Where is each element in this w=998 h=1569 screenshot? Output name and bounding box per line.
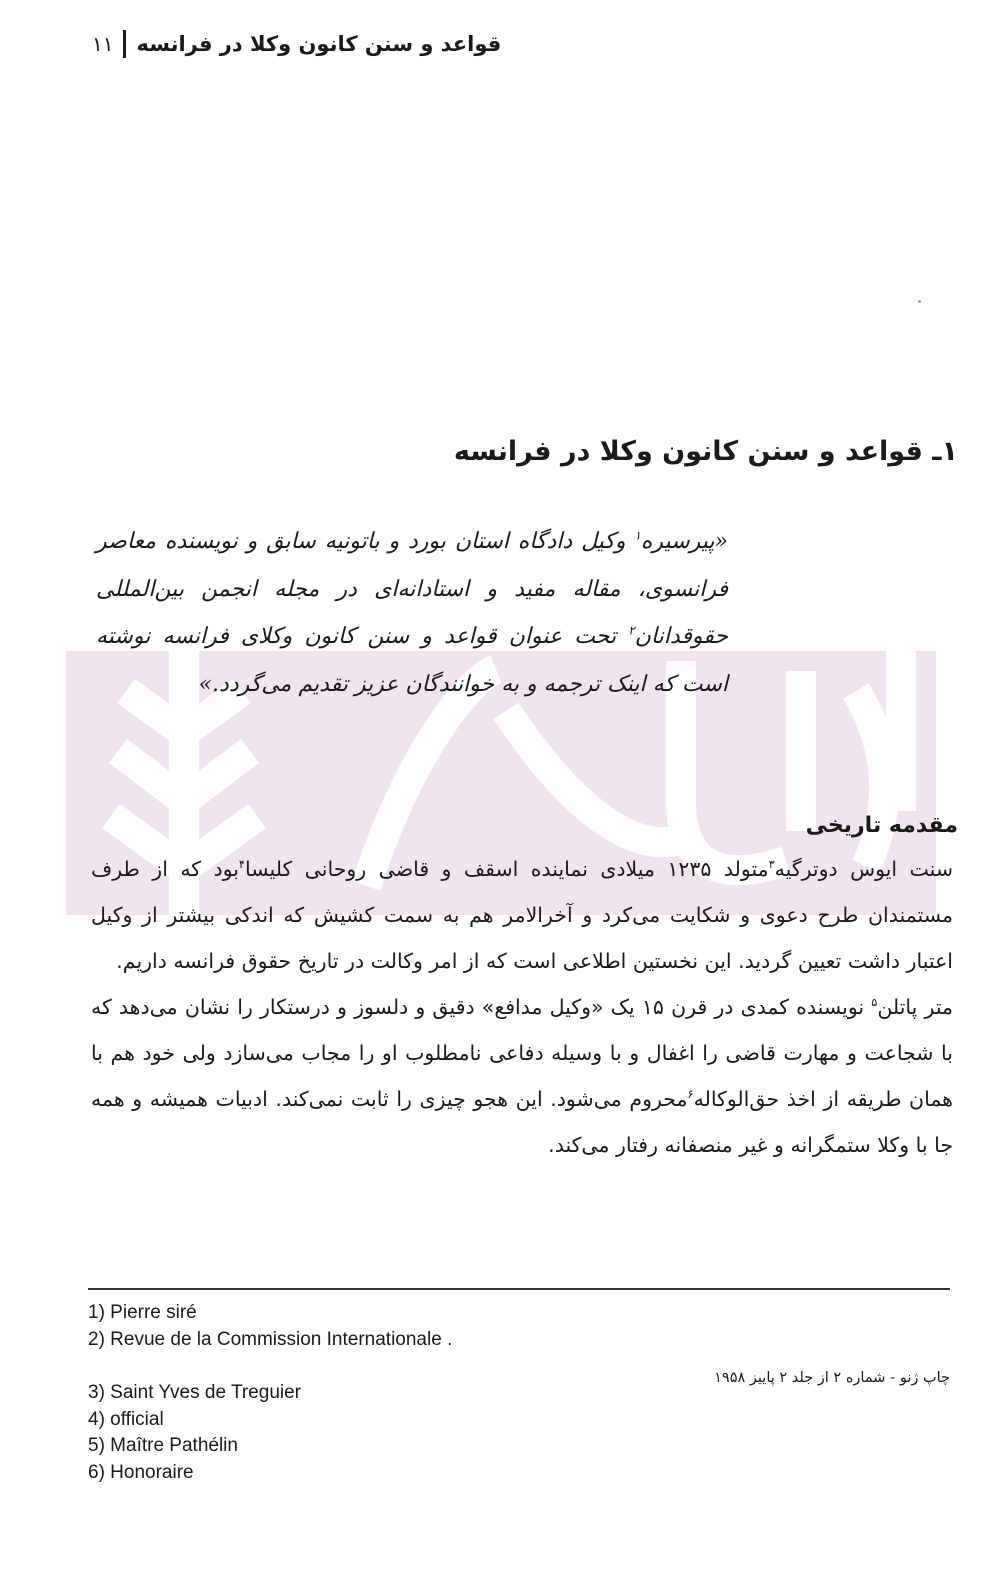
header-separator [123,30,126,58]
footnote-ref-2[interactable]: ۲ [628,623,635,638]
footnote-divider [88,1288,950,1290]
scan-speck [918,300,921,303]
footnote-ref-1[interactable]: ۱ [634,528,641,543]
publication-note: چاپ ژنو - شماره ۲ از جلد ۲ پاییز ۱۹۵۸ [714,1370,950,1386]
paragraph-2: متر پاتلن$^۵$ نویسنده کمدی در قرن ۱۵ یک «وکیل مدافع» دقیق و دلسوز و درستکار را نشان می‌دهد که با شجاعت و مهارت قاضی را اغفال و با وسیله دفاعی نامطلوب او را مجاب می‌سازد ولی خود هم با همان طریقه از اخذ حق‌الوکاله$^۶$محروم می‌شود. این هجو چیزی را ثابت نمی‌کند. ادبیات همیشه و همه جا با وکلا ستمگرانه و غیر منصفانه رفتار می‌کند. [91,995,954,1157]
footnote-2: 2) Revue de la Commission Internationale . [88,1328,453,1350]
footnote-3: 3) Saint Yves de Treguier [88,1382,301,1403]
subheading-history: مقدمه تاریخی [805,813,958,838]
paragraph-1: سنت ایوس دوترگیه$^۳$متولد ۱۲۳۵ میلادی نماینده اسقف و قاضی روحانی کلیسا$^۴$بود که از طرف مستمندان طرح دعوی و شکایت می‌کرد و آخرالامر هم به سمت کشیش که اندکی بیشتر از وکیل اعتبار داشت تعیین گردید. این نخستین اطلاعی است که از امر وکالت در تاریخ حقوق فرانسه داریم. [91,857,954,973]
running-header [92,30,501,58]
running-title: قواعد و سنن کانون وکلا در فرانسه [136,32,502,56]
footnote-ref-6[interactable]: ۶ [687,1088,694,1102]
footnote-1: 1) Pierre siré [88,1302,197,1323]
footnote-6: 6) Honoraire [88,1461,194,1483]
page-number: ۱۱ [92,32,114,56]
intro-quote: «پیرسیره$^۱$ وکیل دادگاه استان بورد و باتونیه سابق و نویسنده معاصر فرانسوی، مقاله مفید و استادانه‌ای در مجله انجمن بین‌المللی حقوقدانان$^۲$ تحت عنوان قواعد و سنن کانون وکلای فرانسه نوشته است که اینک ترجمه و به خوانندگان عزیز تقدیم می‌گردد.» [96,528,728,697]
footnotes [88,1300,452,1486]
footnote-4: 4) official [88,1408,164,1430]
footnote-ref-3[interactable]: ۳ [768,858,775,872]
footnote-ref-5[interactable]: ۵ [871,996,878,1010]
body-text [91,846,953,1168]
section-heading: ۱ـ قواعد و سنن کانون وکلا در فرانسه [453,436,958,467]
footnote-ref-4[interactable]: ۴ [238,858,245,872]
footnote-5: 5) Maître Pathélin [88,1435,238,1456]
